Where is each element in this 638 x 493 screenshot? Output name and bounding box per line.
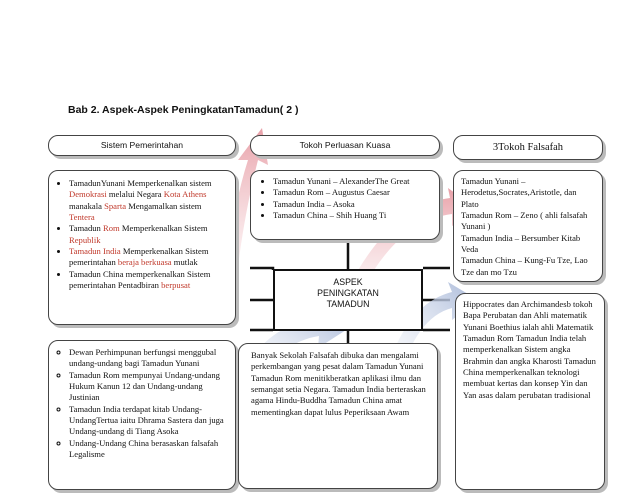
list-item: • Tamadun Rom – Augustus Caesar: [273, 187, 433, 198]
highlighted-term: berpusat: [161, 280, 191, 291]
highlighted-term: beraja berkuasa: [117, 257, 172, 268]
highlighted-term: Republik: [69, 234, 101, 245]
header-sistem-pemerintahan: [48, 135, 236, 156]
center-line: ASPEK: [333, 277, 363, 287]
sains-teknologi-text: Hippocrates dan Archimandesb tokoh Bapa Perubatan dan Ahli matematik Yunani Boethius ialah ahli Matematik Tamadun Rom Tamadun India telah memperkenalkan Sistem angka Brahmin dan angka Kharosti Tamadun China memperkenalkan teknologi membuat kertas dan konsep Yin dan Yan asas dalam perubatan tradisional: [463, 299, 596, 400]
list-item: • Tamadun India – Asoka: [273, 199, 433, 210]
highlighted-term: Tamadun India: [69, 246, 121, 257]
list-item: [69, 223, 229, 246]
highlighted-term: Demokrasi: [69, 189, 107, 200]
text-line: Tamadun India – Bersumber Kitab Veda: [461, 232, 581, 255]
list-item: [69, 269, 229, 292]
text-line: Tamadun Rom – Zeno ( ahli falsafah Yunani ): [461, 210, 588, 232]
center-line: TAMADUN: [326, 298, 370, 309]
list-item: ◦ Tamadun Rom mempunyai Undang-undang Hukum Kanun 12 dan Undang-undang Justinian: [69, 370, 231, 404]
list-item: • Tamadun China – Shih Huang Ti: [273, 210, 433, 221]
header-label: 3Tokoh Falsafah: [492, 141, 564, 153]
text-segment: TamadunYunani Memperkenalkan sistem: [69, 178, 212, 188]
text-segment: Tamadun China memperkenalkan Sistem pemerintahan Pentadbiran: [69, 268, 211, 291]
undang-undang-list: [57, 347, 231, 460]
page-title: Bab 2. Aspek-Aspek PeningkatanTamadun( 2 ): [68, 104, 299, 116]
list-item: • Tamadun Yunani – AlexanderThe Great: [273, 176, 433, 187]
tokoh-falsafah-box: [453, 170, 603, 282]
text-segment: mutlak: [171, 257, 198, 268]
text-segment: Mengamalkan sistem: [126, 200, 202, 211]
list-item: [69, 178, 229, 223]
tokoh-perluasan-list: [259, 176, 433, 221]
highlighted-term: Rom: [103, 223, 120, 234]
tokoh-perluasan-box: [250, 170, 440, 240]
text-line: Herodetus,Socrates,Aristotle, dan Plato: [461, 187, 577, 209]
highlighted-term: Tentera: [69, 212, 95, 223]
sistem-pemerintahan-list: [57, 178, 229, 291]
text-segment: melalui Negara: [106, 189, 164, 200]
connector-left: [250, 268, 273, 330]
center-aspek-peningkatan-tamadun: [273, 269, 423, 331]
list-item: ◦ Tamadun India terdapat kitab Undang-UndangTertua iaitu Dhrama Sastera dan juga Undang-undang di Tiang Asoka: [69, 404, 231, 438]
header-tokoh-falsafah: [453, 135, 603, 160]
text-segment: Tamadun: [69, 223, 104, 234]
text-line: Tamadun Yunani –: [461, 176, 526, 186]
sistem-pemerintahan-box: [48, 170, 236, 325]
text-segment: Memperkenalkan Sistem pemerintahan: [69, 246, 209, 268]
header-label: Sistem Pemerintahan: [100, 139, 184, 150]
text-segment: manakala: [69, 200, 105, 211]
center-line: PENINGKATAN: [317, 287, 379, 298]
text-line: Tamadun China – Kung-Fu Tze, Lao Tze dan mo Tzu: [461, 255, 588, 277]
pendidikan-text: Banyak Sekolah Falsafah dibuka dan mengalami perkembangan yang pesat dalam Tamadun Yunani Tamadun Rom menitikberatkan aplikasi ilmu dan semangat setia Negara. Tamadun India berteraskan agama Hindu-Buddha Tamadun China amat mementingkan dapat lulus Peperiksaan Awam: [251, 350, 426, 417]
pendidikan-box: [238, 343, 438, 489]
header-label: Tokoh Perluasan Kuasa: [299, 139, 391, 150]
sains-teknologi-box: [455, 293, 605, 490]
text-segment: Memperkenalkan Sistem: [119, 223, 208, 234]
list-item: ◦ Dewan Perhimpunan berfungsi menggubal undang-undang bagi Tamadun Yunani: [69, 347, 231, 370]
list-item: ◦ Undang-Undang China berasaskan falsafah Legalisme: [69, 438, 231, 461]
highlighted-term: Kota Athens: [163, 189, 207, 200]
list-item: [69, 246, 229, 269]
header-tokoh-perluasan-kuasa: [250, 135, 440, 156]
undang-undang-box: [48, 340, 236, 490]
highlighted-term: Sparta: [104, 200, 127, 211]
